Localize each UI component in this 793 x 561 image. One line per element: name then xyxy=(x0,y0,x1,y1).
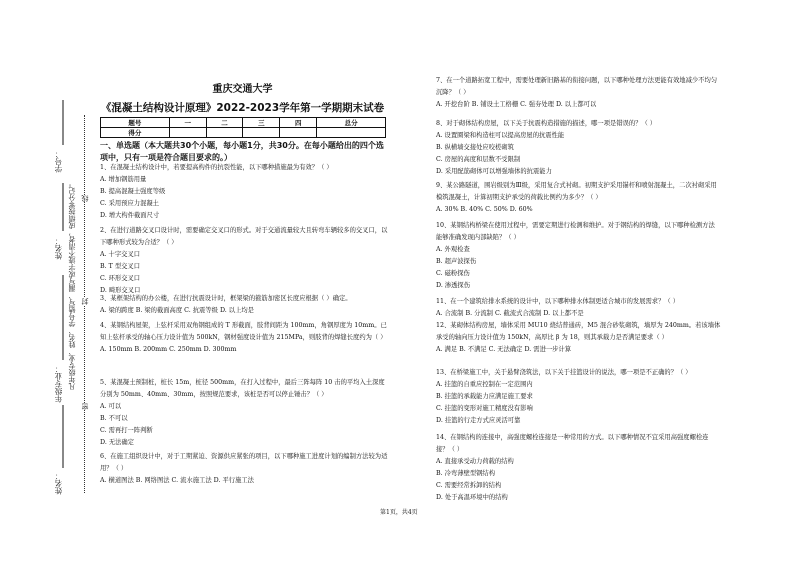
question-stem: 7、在一个道路拓宽工程中，需要处理新旧路基的衔接问题，以下哪种处理方法更能有效地减少不均匀沉降？（ ） xyxy=(436,77,718,96)
question-option: D. 渗透探伤 xyxy=(436,282,471,289)
question-stem: 3、某框架结构的办公楼，在进行抗震设计时，框架梁的箍筋加密区长度应根据（ ）确定。 xyxy=(100,295,352,302)
question-option: C. 采用预应力混凝土 xyxy=(100,200,159,207)
question-option: A. 开挖台阶 B. 铺设土工格栅 C. 强夯处理 D. 以上都可以 xyxy=(436,101,597,108)
score-header-cell: 题号 xyxy=(101,118,170,128)
score-header-cell: 三 xyxy=(243,118,280,128)
question xyxy=(436,75,721,111)
binding-instruction: 凡年级专业、姓名、学号错写、漏写或字迹不清者，成绩按零分记。 xyxy=(68,180,76,390)
question-option: D. 增大构件截面尺寸 xyxy=(100,212,160,219)
question-option: D. 采用配筋砌体可以增强墙体的抗震能力 xyxy=(436,168,552,175)
question-option: A. 150mm B. 200mm C. 250mm D. 300mm xyxy=(100,346,237,353)
score-row-label: 得分 xyxy=(101,128,170,138)
question-stem: 12、某砌体结构房屋，墙体采用 MU10 烧结普通砖，M5 混合砂浆砌筑，墙厚为 240mm。若该墙体承受的轴向压力设计值为 150kN，高厚比 β 为 18，则其承载力是否满足要求（ ） xyxy=(436,322,721,341)
score-cell[interactable] xyxy=(280,128,317,138)
fill-line xyxy=(62,183,64,231)
score-header-cell: 四 xyxy=(280,118,317,128)
student-id-label: 学号： xyxy=(54,150,63,173)
question xyxy=(436,220,721,292)
question-option: D. 处于高温环境中的结构 xyxy=(436,494,508,501)
question-stem: 6、在施工组织设计中，对于工期紧迫、资源供应紧张的项目，以下哪种施工进度计划的编制方法较为适用？（ ） xyxy=(100,453,388,472)
question-stem: 4、某钢结构屋架，上弦杆采用双角钢组成的 T 形截面，肢背间距为 100mm，角钢厚度为 10mm。已知上弦杆承受的轴心压力设计值为 500kN，钢材强度设计值为 215MPa，则肢背的焊缝长度约为（ ） xyxy=(100,322,387,341)
question xyxy=(100,320,390,356)
question-option: A. 横道图法 B. 网络图法 C. 流水施工法 D. 平行施工法 xyxy=(100,477,254,484)
question-option: B. 提高混凝土强度等级 xyxy=(100,188,166,195)
question-option: A. 30% B. 40% C. 50% D. 60% xyxy=(436,206,533,213)
question-option: C. 环形交叉口 xyxy=(100,275,141,282)
question xyxy=(436,432,721,504)
score-cell[interactable] xyxy=(206,128,243,138)
seal-char-seal: 封 xyxy=(81,298,89,305)
question-stem: 14、在钢结构的连接中，高强度螺栓连接是一种常用的方式。以下哪种情况不宜采用高强度螺栓连接？（ ） xyxy=(436,434,709,453)
question-option: D. 挂篮的行走方式应灵活可靠 xyxy=(436,417,521,424)
question-option: C. 房屋的高度和层数不受限制 xyxy=(436,156,521,163)
page-footer: 第1页，共4页 xyxy=(380,509,418,516)
question-option: A. 直接承受动力荷载的结构 xyxy=(436,458,514,465)
score-header-cell: 一 xyxy=(169,118,206,128)
question xyxy=(100,377,390,449)
question xyxy=(436,118,721,178)
score-cell[interactable] xyxy=(169,128,206,138)
question-option: B. 超声波探伤 xyxy=(436,258,477,265)
question-option: A. 合流制 B. 分流制 C. 截流式合流制 D. 以上都不是 xyxy=(436,310,584,317)
score-cell[interactable] xyxy=(243,128,280,138)
exam-title: 《混凝土结构设计原理》2022-2023学年第一学期期末试卷 xyxy=(100,102,385,114)
fill-line xyxy=(62,100,64,145)
question-option: B. 纵横墙交接处应咬槎砌筑 xyxy=(436,144,514,151)
question xyxy=(436,367,721,427)
score-header-cell: 总分 xyxy=(317,118,386,128)
question-option: C. 磁粉探伤 xyxy=(436,270,470,277)
question xyxy=(436,296,721,320)
section-heading: 一、单选题（本大题共30个小题，每小题1分，共30分。在每小题给出的四个选项中，只有一项是符合题目要求的。） xyxy=(100,141,384,162)
question-option: B. 不可以 xyxy=(100,415,128,422)
question-option: C. 需要经常拆卸的结构 xyxy=(436,482,502,489)
name-label: 姓名： xyxy=(54,237,63,260)
question-option: D. 畸形交叉口 xyxy=(100,287,141,294)
question xyxy=(436,180,721,216)
question-option: A. 十字交叉口 xyxy=(100,251,141,258)
question-option: B. 挂篮的承载能力应满足施工要求 xyxy=(436,393,533,400)
question-stem: 13、在桥梁施工中，关于悬臂浇筑法，以下关于挂篮设计的说法，哪一项是不正确的？（ ） xyxy=(436,369,692,376)
question-stem: 11、在一个建筑给排水系统的设计中，以下哪种排水体制更适合城市的发展需求？（ ） xyxy=(436,298,679,305)
question-option: A. 挂篮的自重应控制在一定范围内 xyxy=(436,381,533,388)
university-name: 重庆交通大学 xyxy=(212,84,273,95)
question-stem: 8、对于砌体结构房屋，以下关于抗震构造措施的描述，哪一项是错误的？（ ） xyxy=(436,120,657,127)
score-cell[interactable] xyxy=(317,128,386,138)
fill-line xyxy=(62,275,64,360)
question-option: A. 满足 B. 不满足 C. 无法确定 D. 需进一步计算 xyxy=(436,346,572,353)
fill-line xyxy=(62,405,64,468)
question-option: B. 冷弯薄壁型钢结构 xyxy=(436,470,496,477)
question-option: A. 可以 xyxy=(100,403,122,410)
question xyxy=(100,162,390,222)
question-option: A. 梁的跨度 B. 梁的截面高度 C. 抗震等级 D. 以上均是 xyxy=(100,307,254,314)
question-option: A. 设置圈梁和构造柱可以提高房屋的抗震性能 xyxy=(436,132,565,139)
seal-char-close: 密 xyxy=(81,403,89,410)
question-option: B. T 型交叉口 xyxy=(100,263,141,270)
seal-char-line: 线 xyxy=(81,195,89,202)
question-stem: 5、某混凝土预制桩，桩长 15m，桩径 500mm，在打入过程中，最后三阵每阵 10 击的平均入土深度分别为 50mm、40mm、30mm，按照规范要求，该桩是否可以停止锤击？（ ） xyxy=(100,379,385,398)
question-option: D. 无法确定 xyxy=(100,439,135,446)
score-table xyxy=(100,117,386,138)
question xyxy=(100,293,390,317)
question-stem: 2、在进行道路交叉口设计时，需要确定交叉口的形式。对于交通流量较大且转弯车辆较多的交叉口，以下哪种形式较为合适？（ ） xyxy=(100,227,388,246)
question-stem: 10、某钢结构桥梁在使用过程中，需要定期进行检测和维护。对于钢结构的焊缝，以下哪种检测方法能够准确发现内部缺陷？（ ） xyxy=(436,222,715,241)
question xyxy=(100,451,390,487)
grade-major-label: 年级专业： xyxy=(54,365,63,403)
question-option: C. 需再打一阵判断 xyxy=(100,427,153,434)
question-option: A. 增加钢筋用量 xyxy=(100,176,147,183)
question-option: A. 外观检查 xyxy=(436,246,470,253)
question-stem: 1、在混凝土结构设计中，若要提高构件的抗裂性能，以下哪种措施最为有效？（ ） xyxy=(100,164,333,171)
question xyxy=(436,320,721,356)
question-stem: 9、某公路隧道，围岩级别为Ⅲ级，采用复合式衬砌。初期支护采用锚杆和喷射混凝土，二次衬砌采用模筑混凝土，计算初期支护承受的荷载比例约为多少？（ ） xyxy=(436,182,717,201)
class-label: 姓名： xyxy=(54,472,63,495)
score-header-cell: 二 xyxy=(206,118,243,128)
question xyxy=(100,225,390,297)
question-option: C. 挂篮的变形对施工精度没有影响 xyxy=(436,405,533,412)
